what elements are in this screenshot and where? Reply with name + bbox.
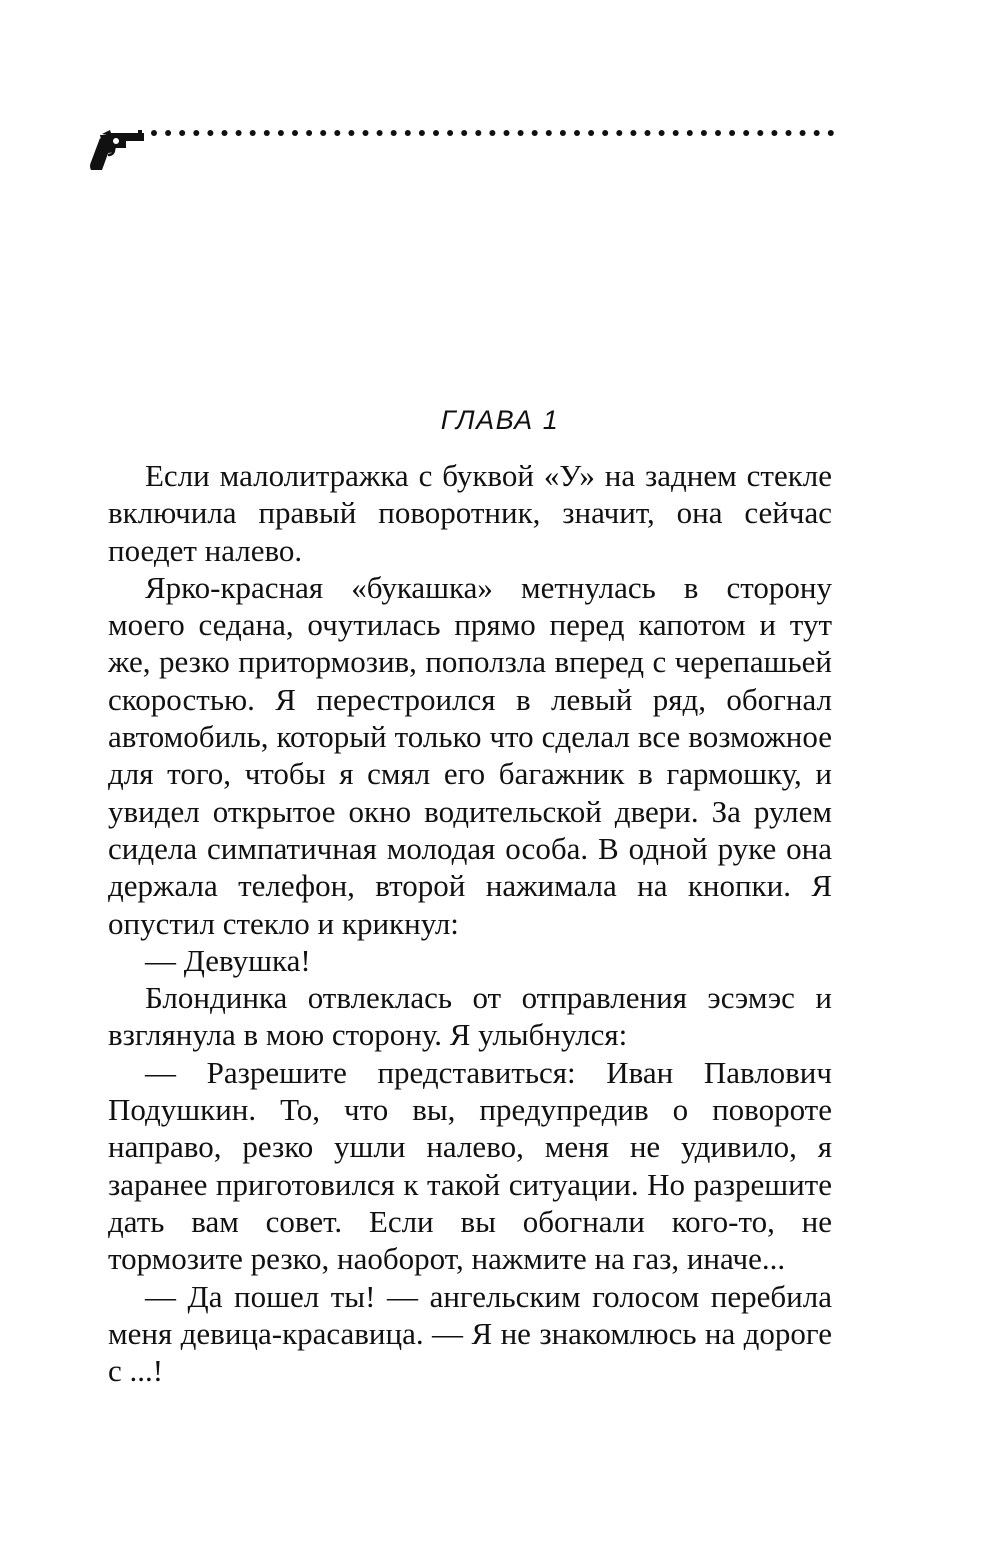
rule-dot (518, 130, 524, 136)
rule-dot (320, 130, 326, 136)
chapter-ornament (88, 126, 838, 172)
rule-dot (433, 130, 439, 136)
rule-dot (504, 130, 510, 136)
rule-dot (546, 130, 552, 136)
rule-dot (447, 130, 453, 136)
rule-dot (489, 130, 495, 136)
paragraph: Если малолитражка с буквой «У» на заднем стекле включила правый поворотник, значит, она сейчас поедет налево. (108, 458, 832, 568)
body-text (108, 457, 832, 1389)
rule-dot (743, 130, 749, 136)
rule-dot (616, 130, 622, 136)
rule-dot (701, 130, 707, 136)
rule-dot (391, 130, 397, 136)
paragraph: — Разрешите представиться: Иван Павлович Подушкин. То, что вы, предупредив о повороте направо, резко ушли налево, меня не удивило, я заранее приготовился к такой ситуации. Но разрешите дать вам совет. Если вы обогнали кого-то, не тормозите резко, наоборот, нажмите на газ, иначе... (108, 1054, 832, 1277)
rule-dot (757, 130, 763, 136)
rule-dot (306, 130, 312, 136)
rule-dot (673, 130, 679, 136)
rule-dot (250, 130, 256, 136)
paragraph: — Да пошел ты! — ангельским голосом перебила меня девица-красавица. — Я не знакомлюсь на дороге с ...! (108, 1278, 832, 1389)
rule-dot (193, 130, 199, 136)
rule-dot (729, 130, 735, 136)
rule-dot (405, 130, 411, 136)
rule-dot (771, 130, 777, 136)
paragraph: Блондинка отвлеклась от отправления эсэмэс и взглянула в мою сторону. Я улыбнулся: (108, 980, 832, 1053)
rule-dot (334, 130, 340, 136)
rule-dot (264, 130, 270, 136)
revolver-icon (88, 126, 146, 172)
rule-dot (828, 130, 834, 136)
rule-dot (630, 130, 636, 136)
rule-dot (687, 130, 693, 136)
paragraph: — Девушка! (145, 942, 311, 978)
rule-dot (222, 130, 228, 136)
rule-dot (475, 130, 481, 136)
paragraph: Ярко-красная «букашка» метнулась в сторону моего седана, очутилась прямо перед капотом и тут же, резко притормозив, поползла вперед с черепашьей скоростью. Я перестроился в левый ряд, обогнал автомобиль, который только что сделал все возможное для того, чтобы я смял его багажник в гармошку, и увидел открытое окно водительской двери. За рулем сидела симпатичная молодая особа. В одной руке она держала телефон, второй нажимала на кнопки. Я опустил стекло и крикнул: (108, 569, 832, 941)
rule-dot (236, 130, 242, 136)
rule-dot (207, 130, 213, 136)
rule-dot (278, 130, 284, 136)
rule-dot (363, 130, 369, 136)
rule-dot (165, 130, 171, 136)
rule-dot (574, 130, 580, 136)
rule-dot (560, 130, 566, 136)
rule-dot (814, 130, 820, 136)
rule-dot (377, 130, 383, 136)
dotted-rule (150, 126, 836, 142)
rule-dot (179, 130, 185, 136)
chapter-title: ГЛАВА 1 (440, 405, 560, 435)
rule-dot (588, 130, 594, 136)
rule-dot (602, 130, 608, 136)
rule-dot (786, 130, 792, 136)
rule-dot (659, 130, 665, 136)
rule-dot (800, 130, 806, 136)
rule-dot (645, 130, 651, 136)
rule-dot (461, 130, 467, 136)
rule-dot (151, 130, 157, 136)
rule-dot (292, 130, 298, 136)
rule-dot (348, 130, 354, 136)
rule-dot (419, 130, 425, 136)
rule-dot (532, 130, 538, 136)
rule-dot (715, 130, 721, 136)
